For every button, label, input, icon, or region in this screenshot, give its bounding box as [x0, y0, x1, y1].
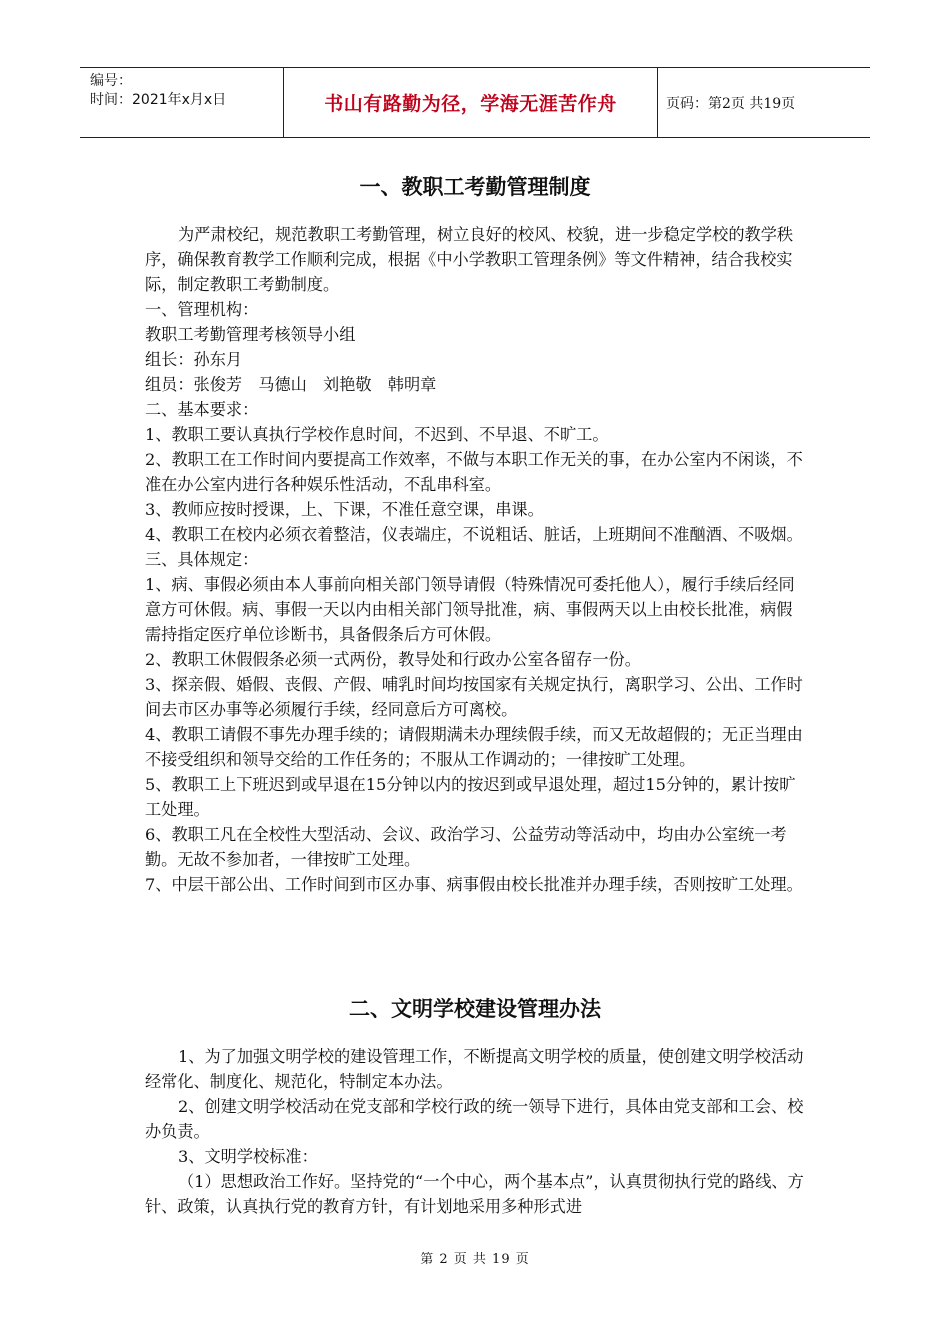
- paragraph: 3、文明学校标准：: [178, 1147, 318, 1166]
- section2-body: [145, 1044, 805, 1219]
- paragraph: （1）思想政治工作好。坚持党的“一个中心，两个基本点”，认真贯彻执行党的路线、方针、政策，认真执行党的教育方针，有计划地采用多种形式进: [145, 1172, 804, 1216]
- paragraph: 教职工考勤管理考核领导小组: [145, 325, 356, 344]
- paragraph: 7、中层干部公出、工作时间到市区办事、病事假由校长批准并办理手续，否则按旷工处理。: [145, 875, 803, 894]
- paragraph: 5、教职工上下班迟到或早退在15分钟以内的按迟到或早退处理，超过15分钟的，累计按旷工处理。: [145, 775, 796, 819]
- paragraph: 2、教职工在工作时间内要提高工作效率，不做与本职工作无关的事，在办公室内不闲谈，不准在办公室内进行各种娱乐性活动，不乱串科室。: [145, 450, 803, 494]
- paragraph: 3、教师应按时授课，上、下课，不准任意空课，串课。: [145, 500, 544, 519]
- paragraph: 为严肃校纪，规范教职工考勤管理，树立良好的校风、校貌，进一步稳定学校的教学秩序，确保教育教学工作顺利完成，根据《中小学教职工管理条例》等文件精神，结合我校实际，制定教职工考勤制度。: [145, 225, 794, 294]
- header-page-info: 页码：第2页 共19页: [666, 95, 796, 112]
- paragraph: 1、为了加强文明学校的建设管理工作，不断提高文明学校的质量，使创建文明学校活动经常化、制度化、规范化，特制定本办法。: [145, 1047, 804, 1091]
- paragraph: 组员：张俊芳 马德山 刘艳敬 韩明章: [145, 375, 437, 394]
- paragraph: 4、教职工请假不事先办理手续的；请假期满未办理续假手续，而又无故超假的；无正当理由不接受组织和领导交给的工作任务的；不服从工作调动的；一律按旷工处理。: [145, 725, 803, 769]
- page-header: [80, 67, 870, 138]
- number-label: 编号：: [90, 73, 132, 89]
- paragraph: 6、教职工凡在全校性大型活动、会议、政治学习、公益劳动等活动中，均由办公室统一考勤。无故不参加者，一律按旷工处理。: [145, 825, 787, 869]
- paragraph: 3、探亲假、婚假、丧假、产假、哺乳时间均按国家有关规定执行，离职学习、公出、工作时间去市区办事等必须履行手续，经同意后方可离校。: [145, 675, 803, 719]
- paragraph: 2、教职工休假假条必须一式两份，教导处和行政办公室各留存一份。: [145, 650, 641, 669]
- paragraph: 三、具体规定：: [145, 550, 259, 569]
- paragraph: 二、基本要求：: [145, 400, 259, 419]
- page-footer: 第 2 页 共 19 页: [420, 1252, 530, 1267]
- header-meta: [80, 68, 283, 137]
- paragraph: 组长：孙东月: [145, 350, 243, 369]
- section1-body: [145, 222, 805, 897]
- section2-title: 二、文明学校建设管理办法: [349, 997, 601, 1021]
- paragraph: 2、创建文明学校活动在党支部和学校行政的统一领导下进行，具体由党支部和工会、校办负责。: [145, 1097, 804, 1141]
- paragraph: 一、管理机构：: [145, 300, 259, 319]
- paragraph: 1、病、事假必须由本人事前向相关部门领导请假（特殊情况可委托他人），履行手续后经同意方可休假。病、事假一天以内由相关部门领导批准，病、事假两天以上由校长批准，病假需持指定医疗单位诊断书，具备假条后方可休假。: [145, 575, 795, 644]
- header-motto: 书山有路勤为径，学海无涯苦作舟: [283, 68, 658, 137]
- paragraph: 1、教职工要认真执行学校作息时间，不迟到、不早退、不旷工。: [145, 425, 609, 444]
- section1-title: 一、教职工考勤管理制度: [359, 175, 591, 199]
- paragraph: 4、教职工在校内必须衣着整洁，仪表端庄，不说粗话、脏话，上班期间不准酗酒、不吸烟。: [145, 525, 803, 544]
- date-line: 时间：2021年x月x日: [90, 92, 227, 108]
